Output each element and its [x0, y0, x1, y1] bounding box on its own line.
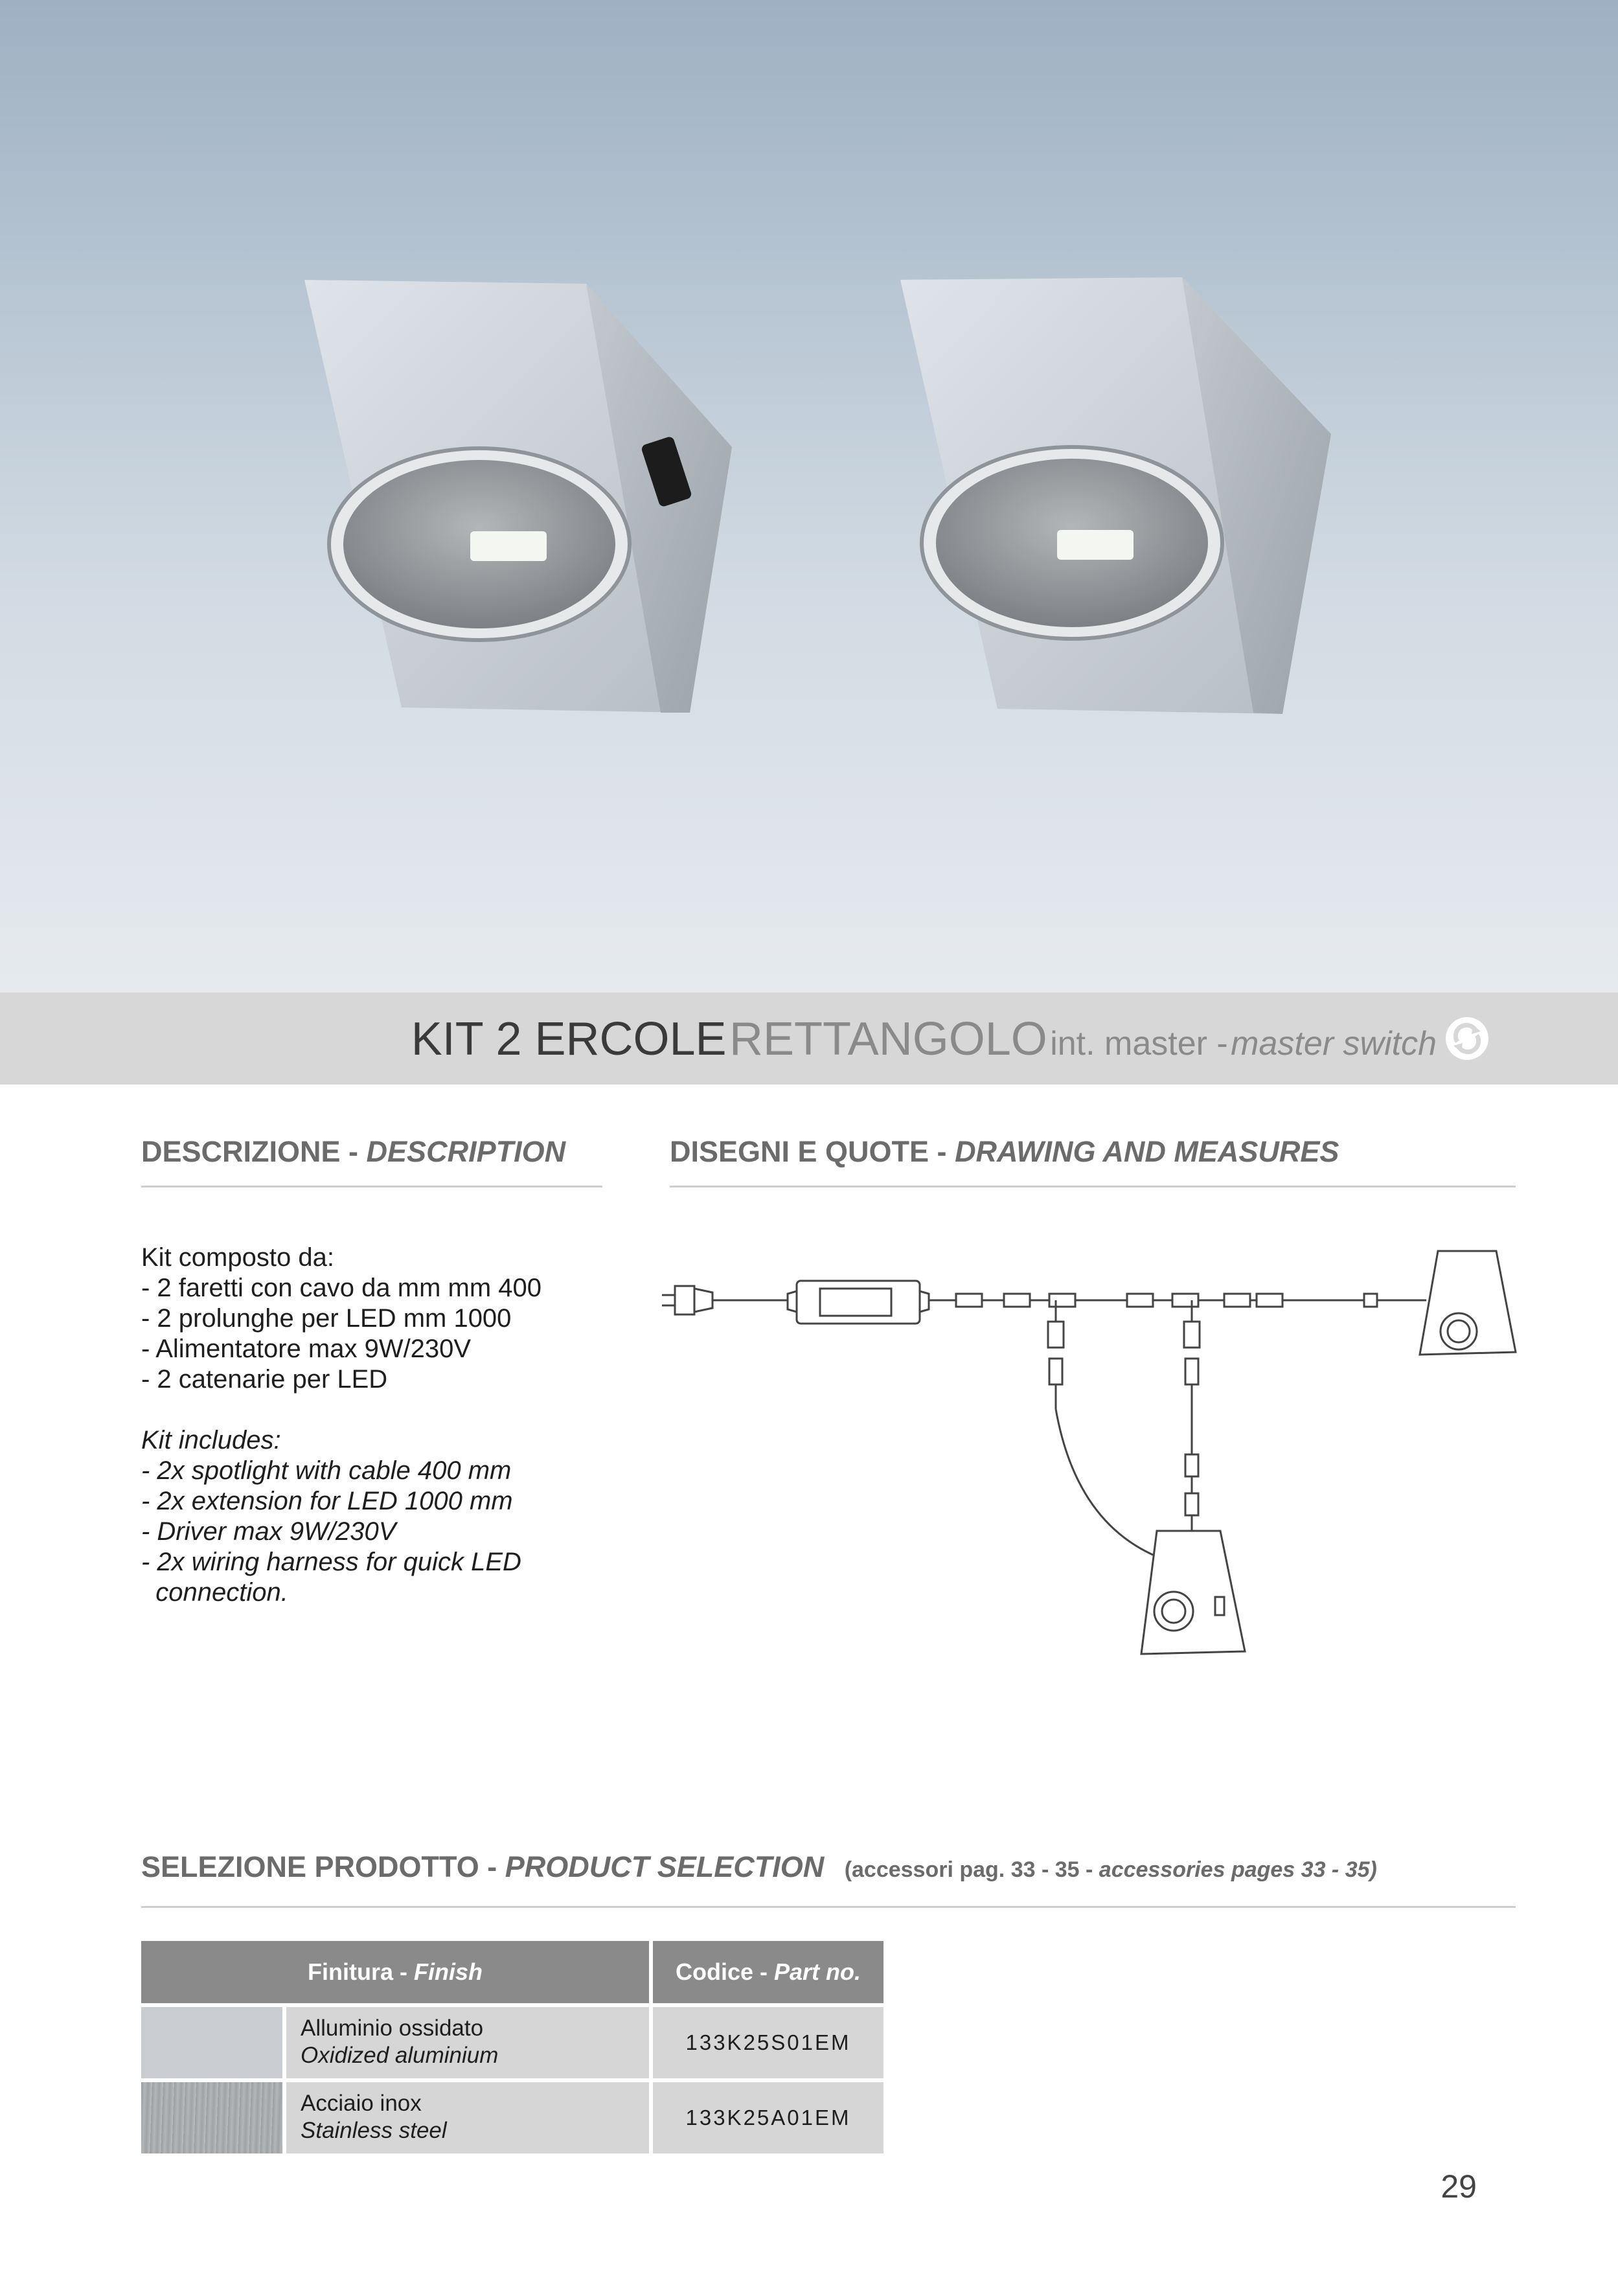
drawing-heading-it: DISEGNI E QUOTE -	[670, 1135, 947, 1168]
page-number: 29	[1441, 2168, 1477, 2205]
part-number: 133K25S01EM	[653, 2007, 883, 2078]
title-master-switch: master switch	[1231, 1025, 1437, 1062]
drawing-heading	[670, 1135, 1339, 1169]
selection-heading-en: PRODUCT SELECTION	[505, 1850, 825, 1883]
finish-it: Alluminio ossidato	[301, 2015, 484, 2041]
desc-line: - 2 catenarie per LED	[141, 1365, 388, 1394]
finish-en: Oxidized aluminium	[301, 2043, 499, 2068]
title-band	[0, 993, 1618, 1085]
swatch-oxidized-aluminium	[141, 2007, 282, 2078]
desc-line: - Alimentatore max 9W/230V	[141, 1335, 472, 1363]
description-heading-it: DESCRIZIONE -	[141, 1135, 359, 1168]
table-row	[286, 2007, 649, 2078]
desc-line-en: - 2x spotlight with cable 400 mm	[141, 1456, 512, 1485]
desc-line-en: connection.	[141, 1578, 288, 1607]
title-int-master: int. master -	[1050, 1025, 1228, 1062]
table-header-finish	[141, 1941, 649, 2003]
master-switch-icon	[1444, 1016, 1490, 1061]
finish-en: Stainless steel	[301, 2118, 447, 2143]
header-code-it: Codice -	[675, 1958, 768, 1985]
description-heading	[141, 1135, 565, 1169]
desc-line-en: Kit includes:	[141, 1426, 281, 1454]
accessories-note-en: accessories pages 33 - 35)	[1099, 1857, 1377, 1882]
desc-line: - 2 faretti con cavo da mm mm 400	[141, 1274, 542, 1302]
finish-label	[286, 2015, 498, 2069]
title-model: RETTANGOLO	[729, 1013, 1047, 1065]
desc-line: - 2 prolunghe per LED mm 1000	[141, 1304, 512, 1333]
part-number: 133K25A01EM	[653, 2082, 883, 2153]
finish-it: Acciaio inox	[301, 2091, 422, 2116]
swatch-stainless-steel	[141, 2082, 282, 2153]
wiring-diagram	[661, 1234, 1522, 1675]
selection-heading-it: SELEZIONE PRODOTTO -	[141, 1850, 497, 1883]
selection-heading	[141, 1850, 1377, 1884]
spotlight-right	[900, 277, 1331, 714]
desc-line-en: - Driver max 9W/230V	[141, 1517, 396, 1546]
product-title	[411, 1007, 1437, 1085]
product-photo	[0, 0, 1618, 993]
desc-line-en: - 2x wiring harness for quick LED	[141, 1548, 521, 1576]
description-text	[141, 1243, 541, 1608]
description-heading-en: DESCRIPTION	[366, 1135, 566, 1168]
title-kit: KIT 2 ERCOLE	[411, 1013, 727, 1065]
drawing-rule	[670, 1186, 1516, 1188]
finish-label	[286, 2090, 447, 2144]
selection-rule	[141, 1906, 1516, 1908]
table-row	[286, 2082, 649, 2153]
desc-line: Kit composto da:	[141, 1243, 334, 1272]
table-header-code	[653, 1941, 883, 2003]
drawing-heading-en: DRAWING AND MEASURES	[955, 1135, 1339, 1168]
desc-line-en: - 2x extension for LED 1000 mm	[141, 1487, 513, 1515]
header-finish-it: Finitura -	[308, 1958, 407, 1985]
header-finish-en: Finish	[414, 1958, 483, 1985]
accessories-note	[832, 1857, 1377, 1882]
description-rule	[141, 1186, 602, 1188]
spotlight-master-left	[304, 280, 732, 713]
header-code-en: Part no.	[774, 1958, 861, 1985]
accessories-note-it: (accessori pag. 33 - 35 -	[844, 1857, 1093, 1882]
